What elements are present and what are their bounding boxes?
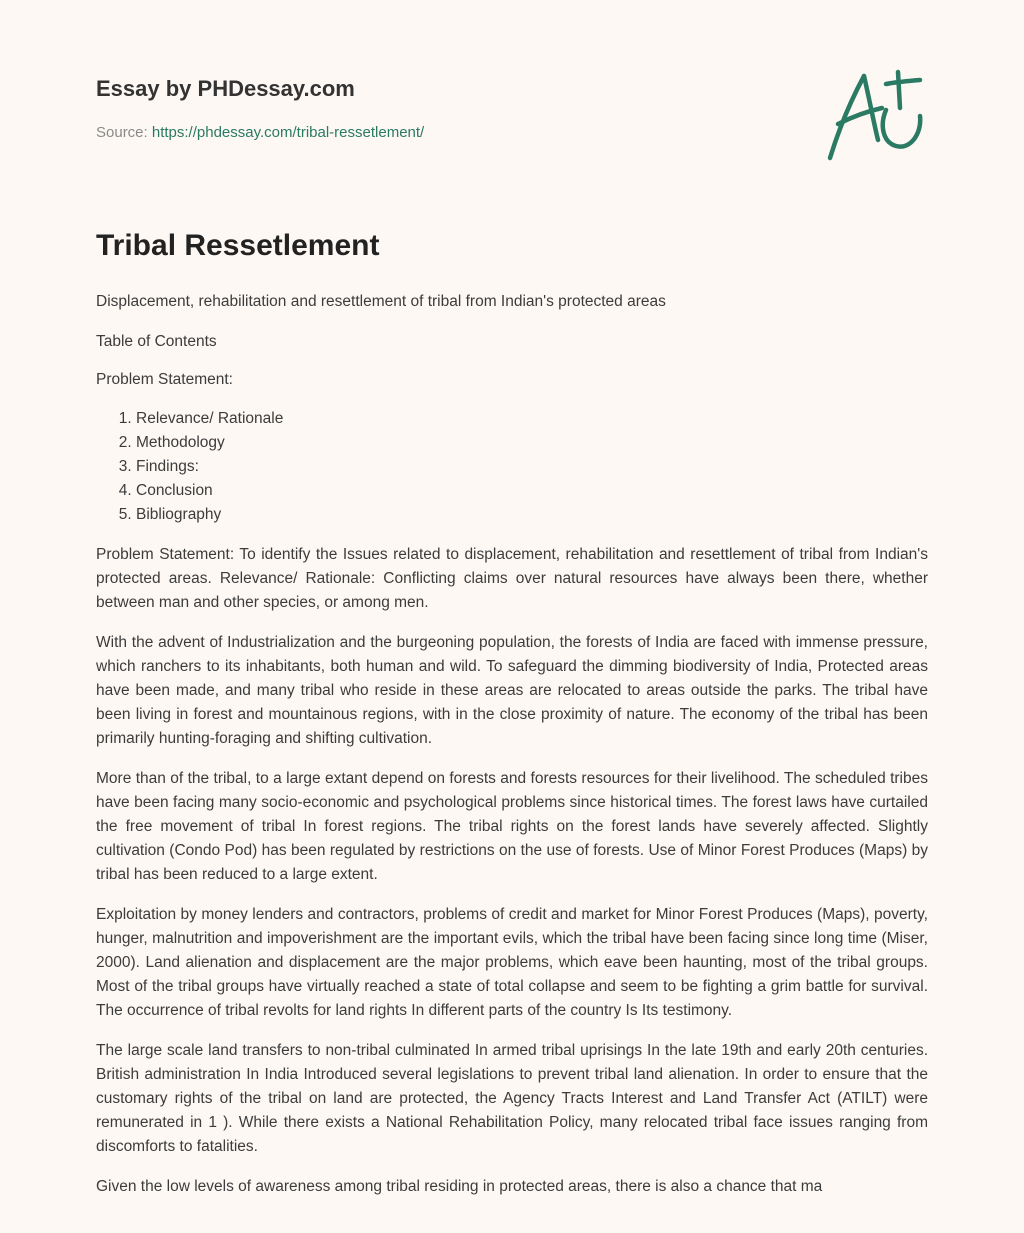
toc-item: 1. Relevance/ Rationale <box>136 407 928 431</box>
toc-item: 4. Conclusion <box>136 479 928 503</box>
source-line <box>96 124 424 141</box>
essay-paragraph: Exploitation by money lenders and contractors, problems of credit and market for Minor Forest Produces (Maps), poverty, hunger, malnutrition and impoverishment are the important evils, which the tribal have been facing since long time (Miser, 2000). Land alienation and displacement are the major problems, which eave been haunting, most of the tribal groups. Most of the tribal groups have virtually reached a state of total collapse and seem to be fighting a grim battle for survival. The occurrence of tribal revolts for land rights In different parts of the country Is Its testimony. <box>96 906 928 1019</box>
toc-list <box>96 407 928 527</box>
essay-title: Tribal Ressetlement <box>96 229 380 262</box>
source-link[interactable]: https://phdessay.com/tribal-ressetlement/ <box>151 124 425 141</box>
toc-item: 2. Methodology <box>136 431 928 455</box>
site-brand: Essay by PHDessay.com <box>96 76 355 101</box>
toc-item: 5. Bibliography <box>136 503 928 527</box>
essay-paragraph: Given the low levels of awareness among tribal residing in protected areas, there is also a chance that ma <box>96 1178 823 1195</box>
essay-paragraph: More than of the tribal, to a large extant depend on forests and forests resources for their livelihood. The scheduled tribes have been facing many socio-economic and psychological problems since historical times. The forest laws have curtailed the free movement of tribal In forest regions. The tribal rights on the forest lands have severely affected. Slightly cultivation (Condo Pod) has been regulated by restrictions on the use of forests. Use of Minor Forest Produces (Maps) by tribal has been reduced to a large extent. <box>96 770 928 883</box>
essay-body <box>96 290 928 1199</box>
toc-item: 3. Findings: <box>136 455 928 479</box>
essay-paragraph: With the advent of Industrialization and the burgeoning population, the forests of India are faced with immense pressure, which ranchers to its inhabitants, both human and wild. To safeguard the dimming biodiversity of India, Protected areas have been made, and many tribal who reside in these areas are relocated to areas outside the parks. The tribal have been living in forest and mountainous regions, with in the close proximity of nature. The economy of the tribal has been primarily hunting-foraging and shifting cultivation. <box>96 634 928 747</box>
essay-paragraph: The large scale land transfers to non-tribal culminated In armed tribal uprisings In the late 19th and early 20th centuries. British administration In India Introduced several legislations to prevent tribal land alienation. In order to ensure that the customary rights of the tribal on land are protected, the Agency Tracts Interest and Land Transfer Act (ATILT) were remunerated in 1 ). While there exists a National Rehabilitation Policy, many relocated tribal face issues ranging from discomforts to fatalities. <box>96 1042 928 1155</box>
toc-title: Table of Contents <box>96 333 217 350</box>
essay-subtitle: Displacement, rehabilitation and resettlement of tribal from Indian's protected areas <box>96 293 666 310</box>
a-plus-logo-icon <box>824 66 928 166</box>
problem-statement-label: Problem Statement: <box>96 371 233 388</box>
essay-paragraph: Problem Statement: To identify the Issues related to displacement, rehabilitation and resettlement of tribal from Indian's protected areas. Relevance/ Rationale: Conflicting claims over natural resources have always been there, whether between man and other species, or among men. <box>96 546 928 611</box>
page-header <box>96 0 928 170</box>
source-label: Source: <box>96 124 152 141</box>
